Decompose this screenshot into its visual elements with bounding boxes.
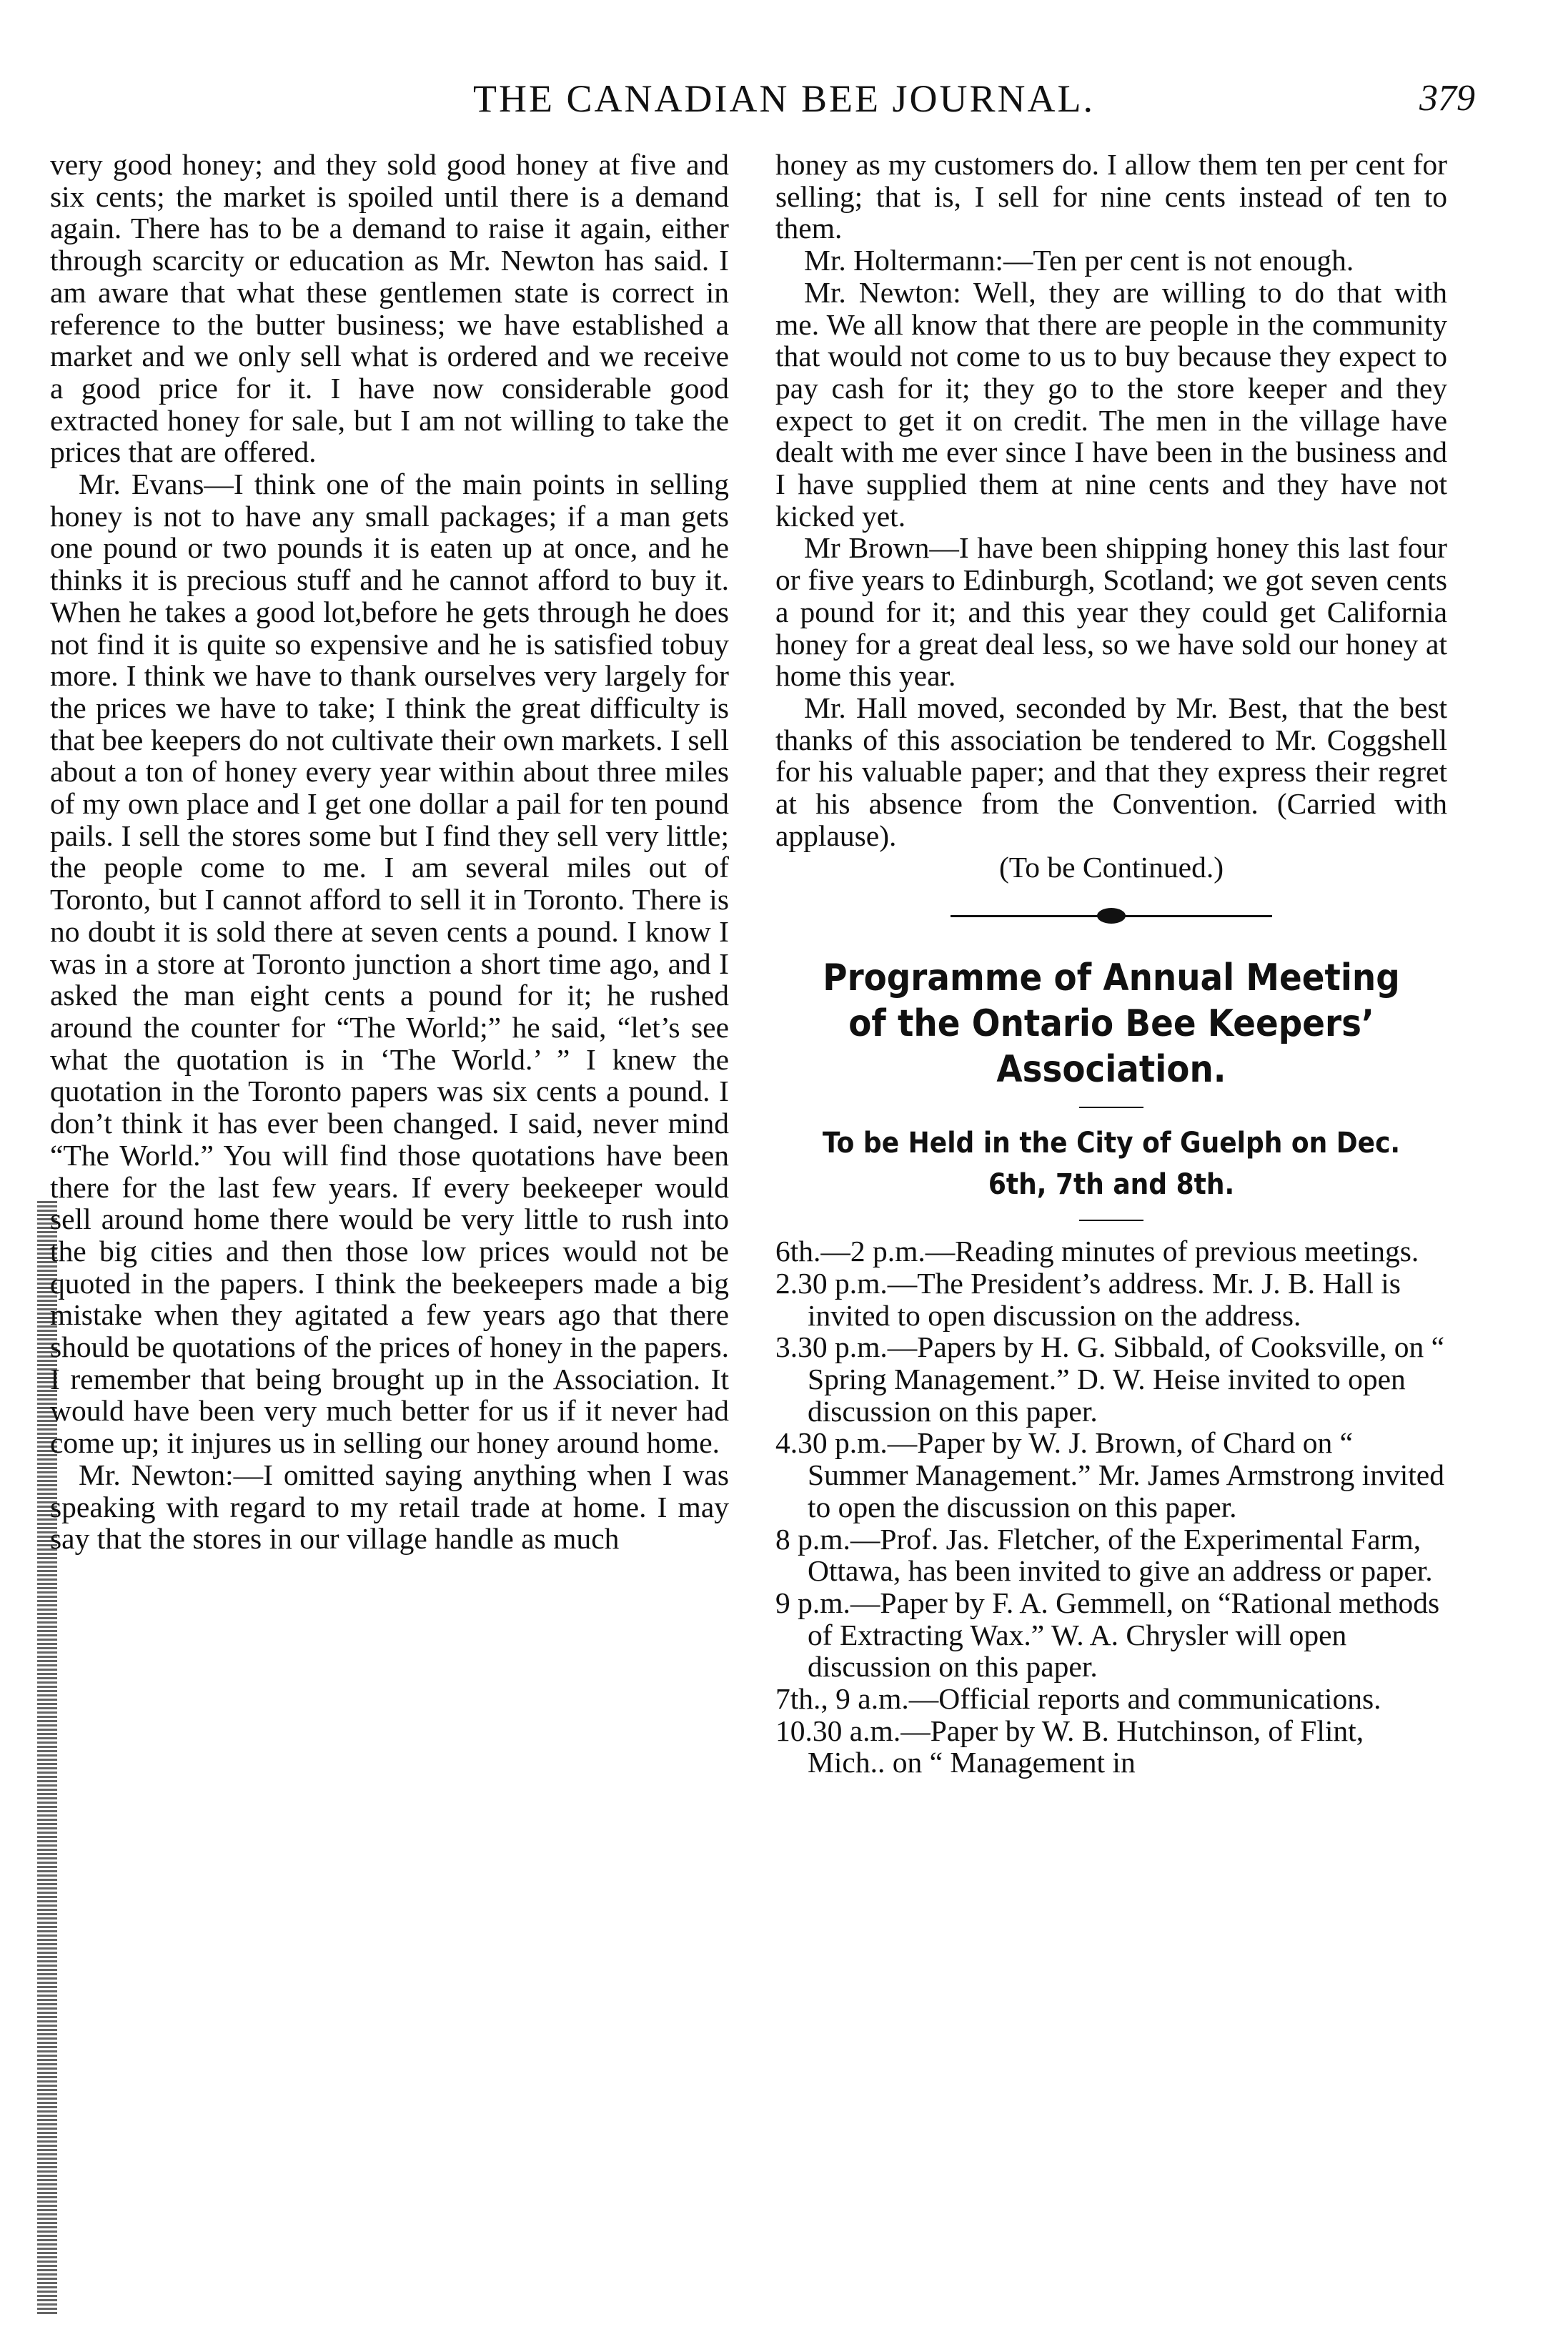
programme-item: 3.30 p.m.—Papers by H. G. Sibbald, of Cooksville, on “ Spring Management.” D. W. Heise invited to open discussion on this paper.	[775, 1330, 1444, 1428]
programme-list	[775, 1235, 1447, 1779]
programme-item: 2.30 p.m.—The President’s address. Mr. J. B. Hall is invited to open discussion on the address.	[775, 1266, 1401, 1332]
programme-item: 8 p.m.—Prof. Jas. Fletcher, of the Experimental Farm, Ottawa, has been invited to give an address or paper.	[775, 1522, 1433, 1588]
continued-note: (To be Continued.)	[998, 851, 1224, 884]
divider	[1079, 1220, 1143, 1221]
paragraph: Mr. Hall moved, seconded by Mr. Best, that the best thanks of this association be tendered to Mr. Coggshell for his valuable paper; and that they express their regret at his absence from the Convention. (Carried with applause).	[775, 691, 1447, 852]
paragraph: very good honey; and they sold good honey at five and six cents; the market is spoiled until there is a demand again. There has to be a demand to raise it again, either through scarcity or education as Mr. Newton has said. I am aware that what these gentlemen state is correct in reference to the butter business; we have established a market and we only sell what is ordered and we receive a good price for it. I have now considerable good extracted honey for sale, but I am not willing to take the prices that are offered.	[50, 148, 729, 469]
programme-item: 4.30 p.m.—Paper by W. J. Brown, of Chard on “ Summer Management.” Mr. James Armstrong invited to open the discussion on this paper.	[775, 1426, 1444, 1523]
journal-title: THE CANADIAN BEE JOURNAL.	[473, 77, 1095, 120]
programme-item: 7th., 9 a.m.—Official reports and communications.	[775, 1682, 1381, 1716]
programme-heading: Programme of Annual Meeting of the Ontario Bee Keepers’ Association.	[823, 957, 1400, 1092]
paragraph: Mr. Evans—I think one of the main points in selling honey is not to have any small packages; if a man gets one pound or two pounds it is eaten up at once, and he thinks it is precious stuff and he cannot afford to buy it. When he takes a good lot,before he gets through he does not find it is quite so expensive and he is satisfied tobuy more. I think we have to thank ourselves very largely for the prices we have to take; I think the great difficulty is that bee keepers do not cultivate their own markets. I sell about a ton of honey every year within about three miles of my own place and I get one dollar a pail for ten pound pails. I sell the stores some but I find they sell very little; the people come to me. I am several miles out of Toronto, but I cannot afford to sell it in Toronto. There is no doubt it is sold there at seven cents a pound. I know I was in a store at Toronto junction a short time ago, and I asked the man eight cents a pound for it; he rushed around the counter for “The World;” he said, “let’s see what the quotation is in ‘The World.’ ” I knew the quotation in the Toronto papers was six cents a pound. I don’t think it has ever been changed. I said, never mind “The World.” You will find those quotations have been there for the last few years. If every beekeeper would sell around home there would be very little to rush into the big cities and then those low prices would not be quoted in the papers. I think the beekeepers made a big mistake when they agitated a few years ago that there should be quotations of the prices of honey in the papers. I remember that being brought up in the Association. It would have been very much better for us if it never had come up; it injures us in selling our honey around home.	[50, 468, 729, 1460]
page-number: 379	[1419, 78, 1475, 119]
left-column	[50, 149, 729, 1555]
running-header	[0, 70, 1568, 127]
programme-item: 9 p.m.—Paper by F. A. Gemmell, on “Rational methods of Extracting Wax.” W. A. Chrysler will open discussion on this paper.	[775, 1586, 1440, 1684]
right-column	[775, 149, 1447, 1779]
paragraph: Mr. Newton: Well, they are willing to do that with me. We all know that there are people in the community that would not come to us to buy because they expect to pay cash for it; they go to the store keeper and they expect to get it on credit. The men in the village have dealt with me ever since I have been in the business and I have supplied them at nine cents and they have not kicked yet.	[775, 275, 1447, 533]
paragraph: Mr Brown—I have been shipping honey this last four or five years to Edinburgh, Scotland; we got seven cents a pound for it; and this year they could get California honey for a great deal less, so we have sold our honey at home this year.	[775, 531, 1447, 693]
programme-subheading: To be Held in the City of Guelph on Dec. 6th, 7th and 8th.	[822, 1127, 1401, 1202]
programme-item: 10.30 a.m.—Paper by W. B. Hutchinson, of Flint, Mich.. on “ Management in	[775, 1714, 1364, 1779]
programme-item: 6th.—2 p.m.—Reading minutes of previous meetings.	[775, 1235, 1419, 1268]
paragraph: Mr. Newton:—I omitted saying anything when I was speaking with regard to my retail trade at home. I may say that the stores in our village handle as much	[50, 1458, 729, 1556]
divider	[1079, 1107, 1143, 1108]
paragraph: Mr. Holtermann:—Ten per cent is not enough.	[804, 244, 1354, 277]
paragraph: honey as my customers do. I allow them ten per cent for selling; that is, I sell for nine cents instead of ten to them.	[775, 148, 1447, 245]
section-ornament	[951, 905, 1272, 927]
